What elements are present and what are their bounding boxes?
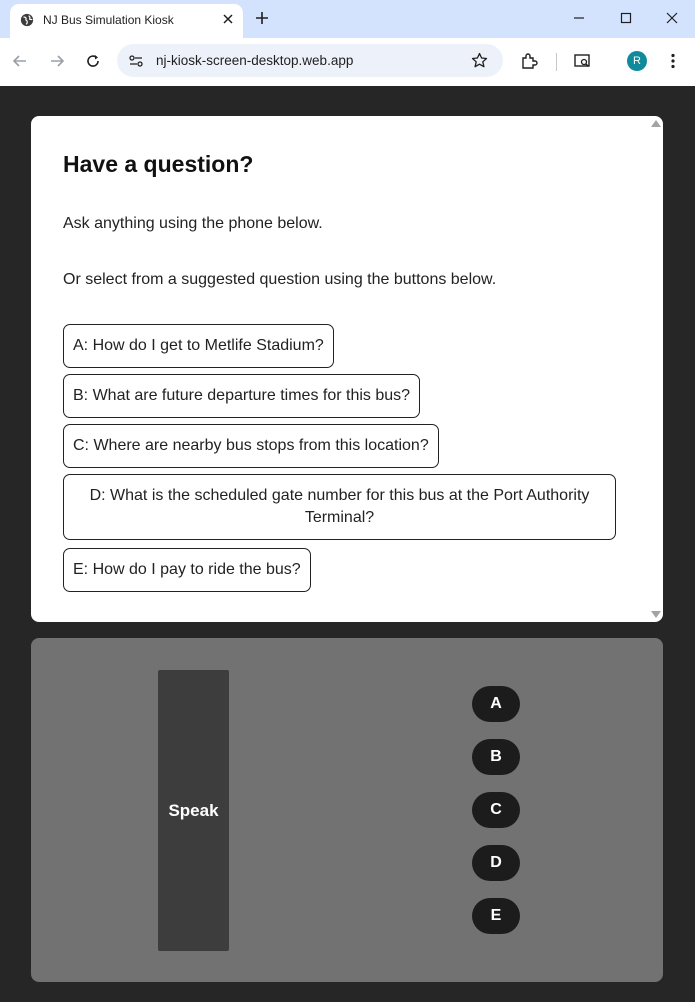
kiosk-page bbox=[0, 86, 695, 1002]
question-button-e[interactable]: E: How do I pay to ride the bus? bbox=[63, 548, 311, 592]
key-a-button[interactable]: A bbox=[472, 686, 520, 722]
profile-avatar[interactable]: R bbox=[627, 51, 647, 71]
key-c-button[interactable]: C bbox=[472, 792, 520, 828]
question-button-c[interactable]: C: Where are nearby bus stops from this location? bbox=[63, 424, 439, 468]
back-icon[interactable] bbox=[12, 53, 28, 69]
close-window-icon[interactable] bbox=[665, 11, 679, 25]
close-tab-icon[interactable] bbox=[220, 11, 236, 27]
scroll-down-arrow-icon[interactable] bbox=[651, 611, 661, 618]
question-button-d[interactable]: D: What is the scheduled gate number for this bus at the Port Authority Terminal? bbox=[63, 474, 616, 540]
question-button-a[interactable]: A: How do I get to Metlife Stadium? bbox=[63, 324, 334, 368]
browser-tab[interactable] bbox=[10, 4, 243, 38]
scroll-up-arrow-icon[interactable] bbox=[651, 120, 661, 127]
intro-text: Ask anything using the phone below. bbox=[63, 215, 323, 232]
new-tab-icon[interactable] bbox=[254, 10, 270, 26]
page-title: Have a question? bbox=[63, 151, 254, 177]
key-e-button[interactable]: E bbox=[472, 898, 520, 934]
tab-title: NJ Bus Simulation Kiosk bbox=[43, 13, 174, 27]
forward-icon[interactable] bbox=[49, 53, 65, 69]
globe-icon bbox=[20, 13, 34, 27]
browser-toolbar bbox=[0, 38, 695, 86]
tab-search-icon[interactable] bbox=[573, 52, 591, 70]
key-d-button[interactable]: D bbox=[472, 845, 520, 881]
site-info-icon[interactable] bbox=[128, 53, 144, 69]
reload-icon[interactable] bbox=[85, 53, 101, 69]
address-bar[interactable] bbox=[117, 44, 503, 77]
extensions-icon[interactable] bbox=[520, 52, 538, 70]
bookmark-star-icon[interactable] bbox=[471, 52, 488, 69]
phone-panel bbox=[31, 638, 663, 982]
suggest-text: Or select from a suggested question using the buttons below. bbox=[63, 271, 497, 288]
key-b-button[interactable]: B bbox=[472, 739, 520, 775]
question-panel bbox=[31, 116, 663, 622]
minimize-icon[interactable] bbox=[572, 11, 586, 25]
url-text[interactable]: nj-kiosk-screen-desktop.web.app bbox=[156, 53, 354, 68]
tab-bar bbox=[0, 0, 695, 38]
menu-dots-icon[interactable] bbox=[664, 52, 682, 70]
toolbar-separator bbox=[556, 53, 557, 71]
speak-button[interactable]: Speak bbox=[158, 670, 229, 951]
question-button-b[interactable]: B: What are future departure times for this bus? bbox=[63, 374, 420, 418]
maximize-icon[interactable] bbox=[619, 11, 633, 25]
